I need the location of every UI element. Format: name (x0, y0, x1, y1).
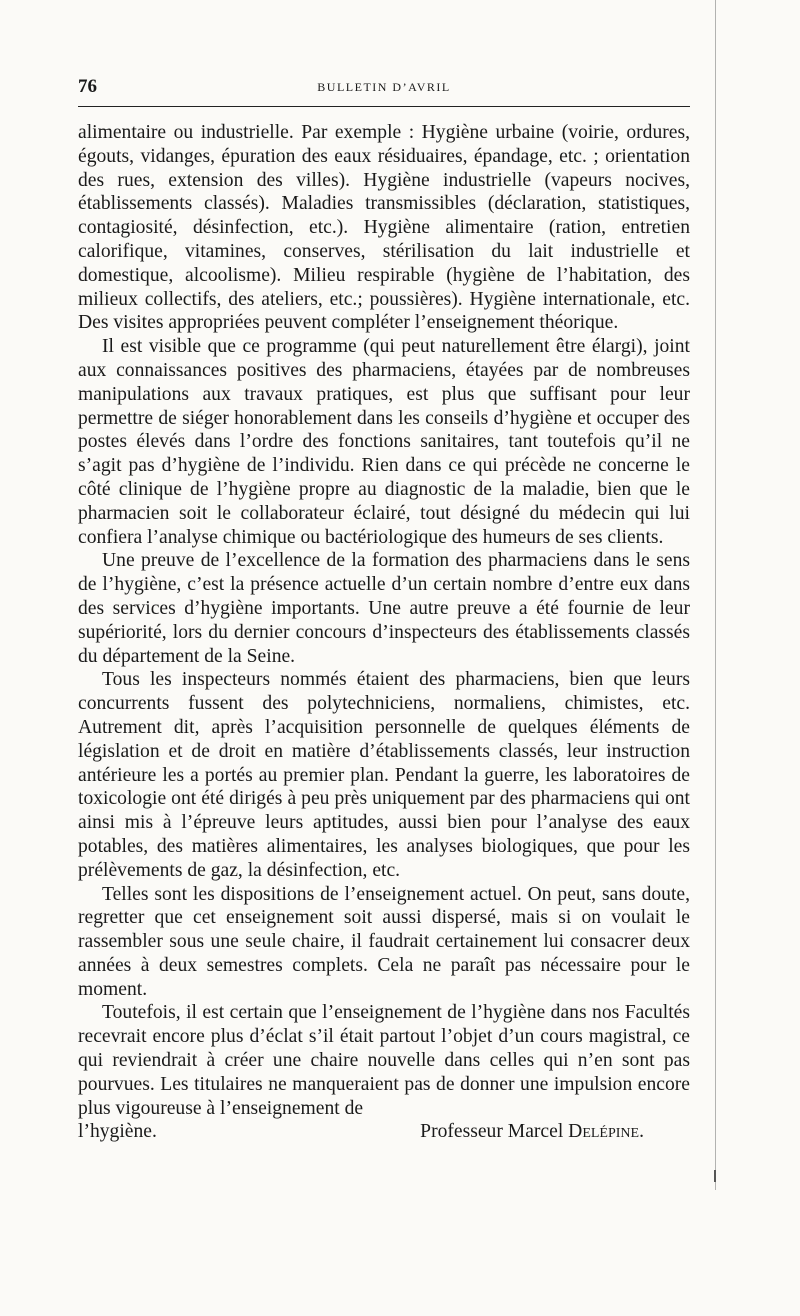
running-title: BULLETIN D’AVRIL (317, 80, 451, 94)
document-page (78, 70, 690, 1144)
paragraph-continuation: alimentaire ou industrielle. Par exemple : Hygiène urbaine (voirie, ordures, égouts, vidanges, épuration des eaux résiduaires, épandage, etc. ; orientation des rues, extension des villes). Hygiène industrielle (vapeurs nocives, établissements classés). Maladies transmissibles (déclaration, statistiques, contagiosité, désinfection, etc.). Hygiène alimentaire (ration, entretien calorifique, vitamines, conserves, stérilisation du lait industrielle et domestique, alcoolisme). Milieu respirable (hygiène de l’habitation, des milieux collectifs, des ateliers, etc.; poussières). Hygiène internationale, etc. Des visites appropriées peuvent compléter l’enseignement théorique. (78, 122, 690, 334)
paragraph: Toutefois, il est certain que l’enseignement de l’hygiène dans nos Facultés recevrait encore plus d’éclat s’il était partout l’objet d’un cours magistral, ce qui reviendrait à créer une chaire nouvelle dans celles qui n’en sont pas pourvues. Les titulaires ne manqueraient pas de donner une impulsion encore plus vigoureuse à l’enseignement de (78, 1002, 690, 1119)
author-signature (420, 1120, 644, 1144)
paragraph: Il est visible que ce programme (qui peut naturellement être élargi), joint aux connaissances positives des pharmaciens, étayées par de nombreuses manipulations aux travaux pratiques, est plus que suffisant pour leur permettre de siéger honorablement dans les conseils d’hygiène et occuper des postes élevés dans l’ordre des fonctions sanitaires, tant toutefois qu’il ne s’agit pas d’hygiène de l’individu. Rien dans ce qui précède ne concerne le côté clinique de l’hygiène propre au diagnostic de la maladie, bien que le pharmacien soit le collaborateur éclairé, tout désigné du médecin qui lui confiera l’analyse chimique ou bactériologique des humeurs de ses clients. (78, 336, 690, 548)
paragraph: Tous les inspecteurs nommés étaient des pharmaciens, bien que leurs concurrents fussent des polytechniciens, normaliens, chimistes, etc. Autrement dit, après l’acquisition personnelle de quelques éléments de législation et de droit en matière d’établissements classés, leur instruction antérieure les a portés au premier plan. Pendant la guerre, les laboratoires de toxicologie ont été dirigés à peu près uniquement par des pharmaciens qui ont ainsi mis à l’épreuve leurs aptitudes, aussi bien pour l’analyse des eaux potables, des matières alimentaires, les analyses biologiques, que pour les prélèvements de gaz, la désinfection, etc. (78, 669, 690, 881)
page-edge-mark (714, 1170, 716, 1182)
body-text (78, 121, 690, 1144)
paragraph: Telles sont les dispositions de l’enseignement actuel. On peut, sans doute, regretter que cet enseignement soit aussi dispersé, mais si on voulait le rassembler sous une seule chaire, il faudrait certainement lui consacrer deux années à deux semestres complets. Cela ne paraît pas nécessaire pour le moment. (78, 883, 690, 1000)
header-rule (78, 106, 690, 107)
signature-line (78, 1120, 690, 1144)
closing-text: l’hygiène. (78, 1121, 157, 1143)
running-head (78, 70, 690, 100)
page-edge-line (715, 0, 716, 1190)
author-title: Professeur Marcel (420, 1121, 564, 1143)
page-number: 76 (78, 76, 97, 97)
paragraph: Une preuve de l’excellence de la formation des pharmaciens dans le sens de l’hygiène, c’est la présence actuelle d’un certain nombre d’entre eux dans des services d’hygiène importants. Une autre preuve a été fournie de leur supériorité, lors du dernier concours d’inspecteurs des établissements classés du département de la Seine. (78, 550, 690, 667)
author-name: Delépine. (568, 1121, 644, 1143)
